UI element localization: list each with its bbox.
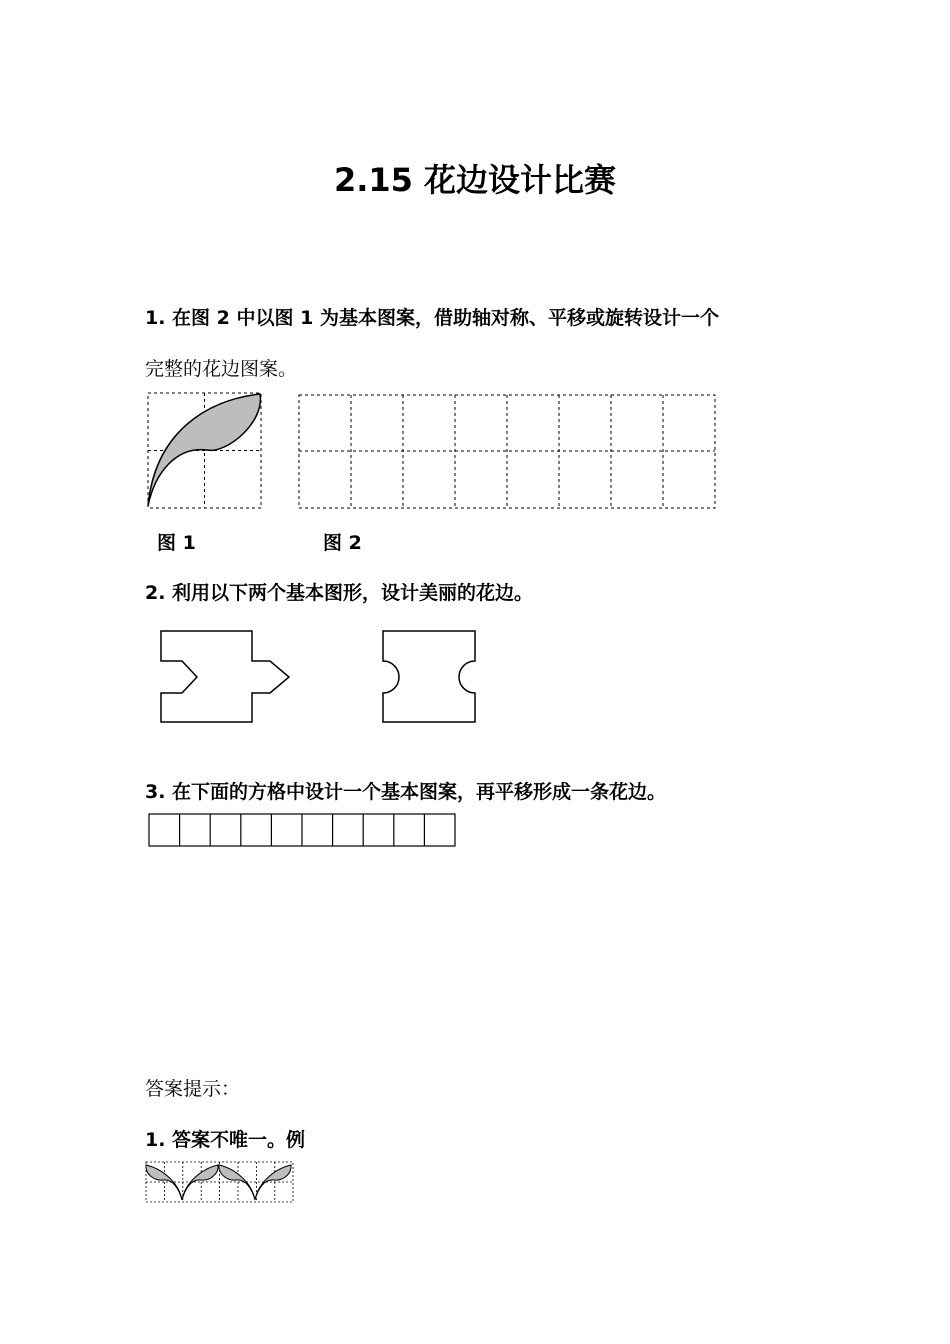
figure-1-caption: 图 1	[157, 532, 196, 554]
question-3-strip-grid[interactable]	[148, 813, 457, 848]
figure-2-caption: 图 2	[323, 532, 362, 554]
question-1-line-2: 完整的花边图案。	[145, 358, 298, 380]
question-1-line-1: 1. 在图 2 中以图 1 为基本图案，借助轴对称、平移或旋转设计一个	[145, 307, 719, 329]
answer-leaf-4	[255, 1165, 291, 1200]
page-title: 2.15 花边设计比赛	[333, 161, 617, 199]
answer-leaf-2	[182, 1165, 218, 1200]
question-2-text: 2. 利用以下两个基本图形，设计美丽的花边。	[145, 582, 534, 604]
puzzle-shape-arrow	[160, 630, 292, 724]
answers-heading: 答案提示：	[145, 1078, 241, 1100]
puzzle-shape-semicircle	[364, 630, 478, 724]
answer-1-text: 1. 答案不唯一。例	[145, 1129, 306, 1151]
figure-2-empty-grid[interactable]	[298, 394, 716, 510]
answer-leaf-3	[219, 1165, 255, 1200]
figure-1-leaf-grid	[147, 392, 262, 510]
question-3-text: 3. 在下面的方格中设计一个基本图案，再平移形成一条花边。	[145, 781, 667, 803]
answer-leaf-1	[146, 1165, 182, 1200]
answer-1-pattern	[145, 1161, 295, 1205]
